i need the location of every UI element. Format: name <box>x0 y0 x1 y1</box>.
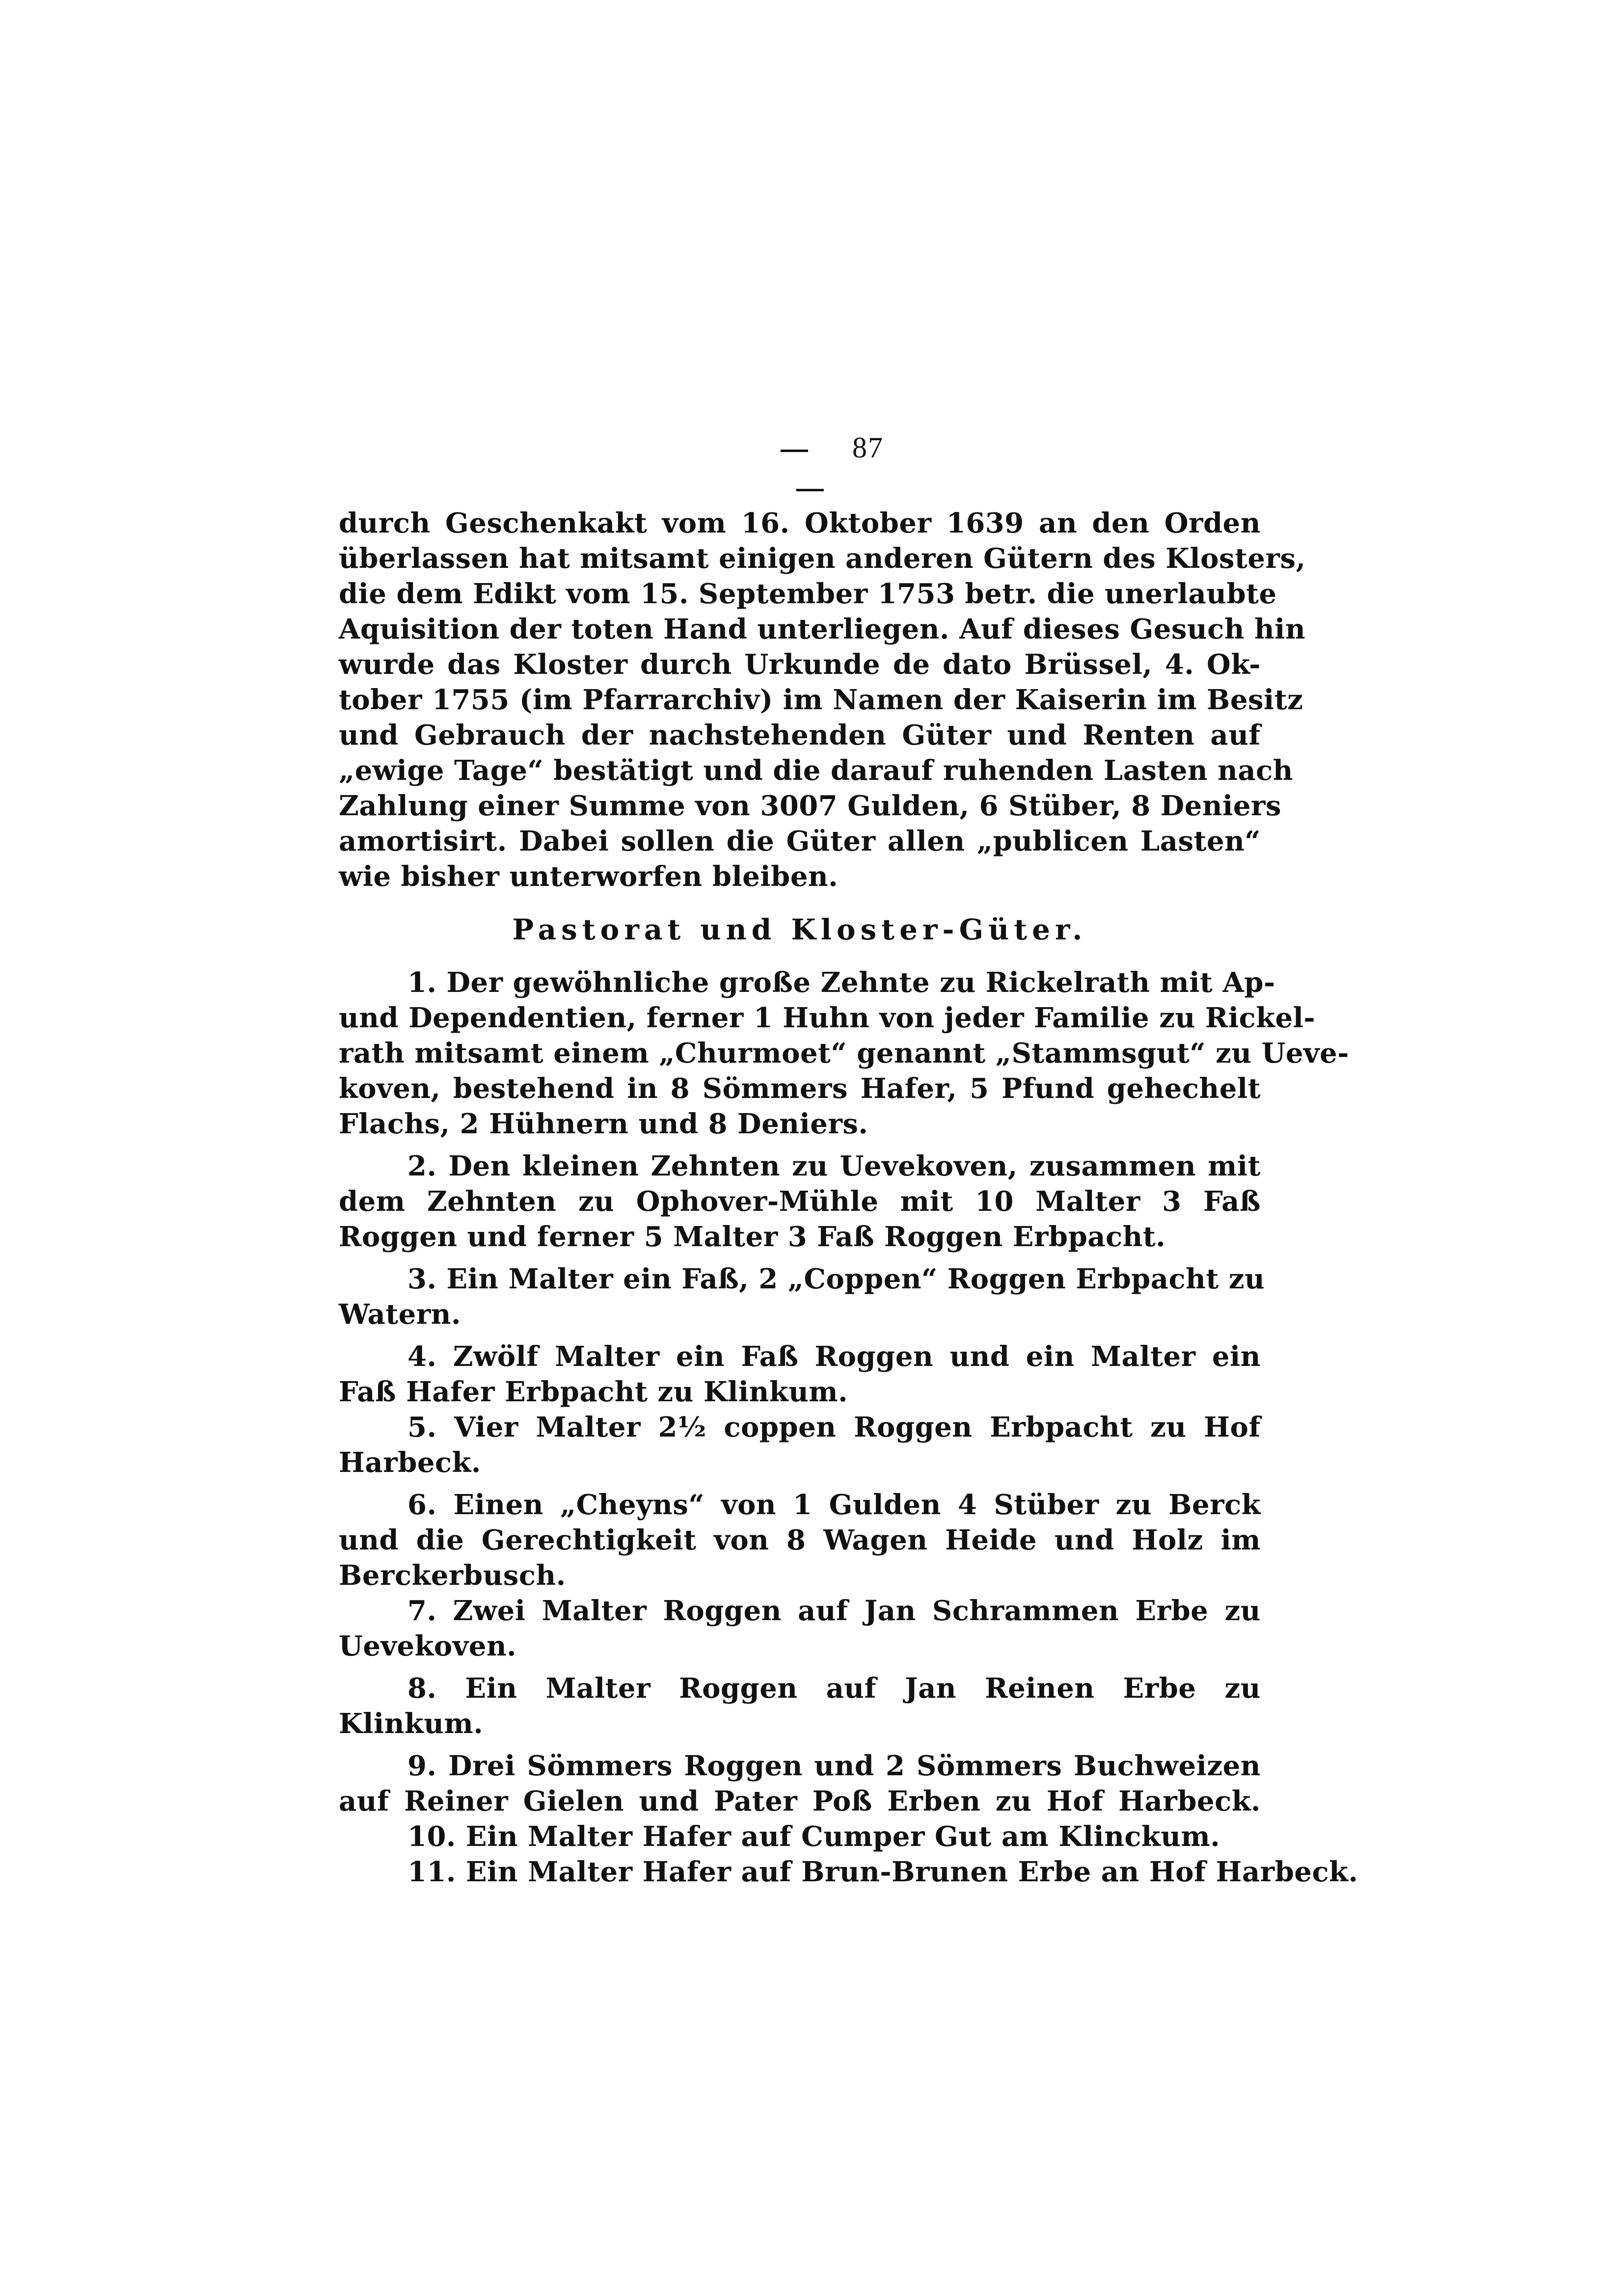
list-item-2 <box>339 1148 1261 1255</box>
text-line: überlassen hat mitsamt einigen anderen Gütern des Klosters, <box>339 542 1306 575</box>
text-line: Flachs, 2 Hühnern und 8 Deniers. <box>339 1108 868 1140</box>
text-line: tober 1755 (im Pfarrarchiv) im Namen der Kaiserin im Besitz <box>339 684 1303 716</box>
text-line: die dem Edikt vom 15. September 1753 betr. die unerlaubte <box>339 578 1277 610</box>
text-line: und Gebrauch der nachstehenden Güter und Renten auf <box>339 719 1261 751</box>
text-line: 5. Vier Malter 2½ coppen Roggen Erbpacht zu Hof <box>407 1411 1261 1443</box>
list-item-6 <box>339 1487 1261 1593</box>
intro-paragraph <box>339 506 1306 894</box>
text-line: 9. Drei Sömmers Roggen und 2 Sömmers Buchweizen <box>407 1750 1261 1782</box>
text-line: koven, bestehend in 8 Sömmers Hafer, 5 Pfund gehechelt <box>339 1072 1261 1105</box>
text-line: rath mitsamt einem „Churmoet“ genannt „Stammsgut“ zu Ueve- <box>339 1037 1349 1069</box>
page-number-header <box>687 428 933 507</box>
text-line: und die Gerechtigkeit von 8 Wagen Heide und Holz im <box>339 1524 1261 1556</box>
text-line: 3. Ein Malter ein Faß, 2 „Coppen“ Roggen Erbpacht zu <box>407 1263 1265 1295</box>
list-item-10 <box>339 1819 1261 1854</box>
text-line: wie bisher unterworfen bleiben. <box>339 860 839 893</box>
dash-left <box>781 450 808 452</box>
text-line: dem Zehnten zu Ophover-Mühle mit 10 Malter 3 Faß <box>339 1185 1261 1218</box>
section-heading: Pastorat und Kloster-Güter. <box>512 913 1087 946</box>
list-item-8 <box>339 1671 1261 1741</box>
dash-right <box>796 489 824 491</box>
list-item-11 <box>339 1854 1358 1890</box>
text-line: 2. Den kleinen Zehnten zu Uevekoven, zusammen mit <box>407 1150 1261 1182</box>
text-line: Aquisition der toten Hand unterliegen. Auf dieses Gesuch hin <box>339 613 1306 645</box>
text-line: auf Reiner Gielen und Pater Poß Erben zu Hof Harbeck. <box>339 1785 1261 1817</box>
text-line: 6. Einen „Cheyns“ von 1 Gulden 4 Stüber zu Berck <box>407 1489 1261 1521</box>
list-item-5 <box>339 1410 1261 1480</box>
text-line: und Dependentien, ferner 1 Huhn von jeder Familie zu Rickel- <box>339 1002 1316 1034</box>
body-text <box>339 506 1358 1890</box>
list-item-1 <box>339 965 1349 1142</box>
list-item-9 <box>339 1748 1261 1819</box>
list-item-3 <box>339 1261 1265 1332</box>
text-line: durch Geschenkakt vom 16. Oktober 1639 an den Orden <box>339 507 1261 539</box>
text-line: Harbeck. <box>339 1446 481 1479</box>
text-line: Roggen und ferner 5 Malter 3 Faß Roggen Erbpacht. <box>339 1221 1166 1253</box>
page-number: 87 <box>852 431 884 464</box>
text-line: Watern. <box>339 1298 461 1331</box>
text-line: Klinkum. <box>339 1708 484 1740</box>
list-item-7 <box>339 1593 1261 1664</box>
text-line: „ewige Tage“ bestätigt und die darauf ruhenden Lasten nach <box>339 754 1293 787</box>
text-line: Berckerbusch. <box>339 1559 566 1592</box>
text-line: 8. Ein Malter Roggen auf Jan Reinen Erbe zu <box>407 1672 1261 1705</box>
list-item-4 <box>339 1339 1261 1410</box>
text-line: Uevekoven. <box>339 1630 517 1662</box>
text-line: 11. Ein Malter Hafer auf Brun-Brunen Erbe an Hof Harbeck. <box>407 1856 1358 1888</box>
text-line: Faß Hafer Erbpacht zu Klinkum. <box>339 1376 848 1408</box>
text-line: 4. Zwölf Malter ein Faß Roggen und ein Malter ein <box>407 1340 1261 1373</box>
text-line: 10. Ein Malter Hafer auf Cumper Gut am Klinckum. <box>407 1820 1220 1853</box>
text-line: Zahlung einer Summe von 3007 Gulden, 6 Stüber, 8 Deniers <box>339 790 1282 822</box>
text-line: wurde das Kloster durch Urkunde de dato Brüssel, 4. Ok- <box>339 648 1261 681</box>
text-line: amortisirt. Dabei sollen die Güter allen „publicen Lasten“ <box>339 825 1261 857</box>
text-line: 7. Zwei Malter Roggen auf Jan Schrammen Erbe zu <box>407 1595 1261 1627</box>
text-line: 1. Der gewöhnliche große Zehnte zu Rickelrath mit Ap- <box>407 966 1275 999</box>
